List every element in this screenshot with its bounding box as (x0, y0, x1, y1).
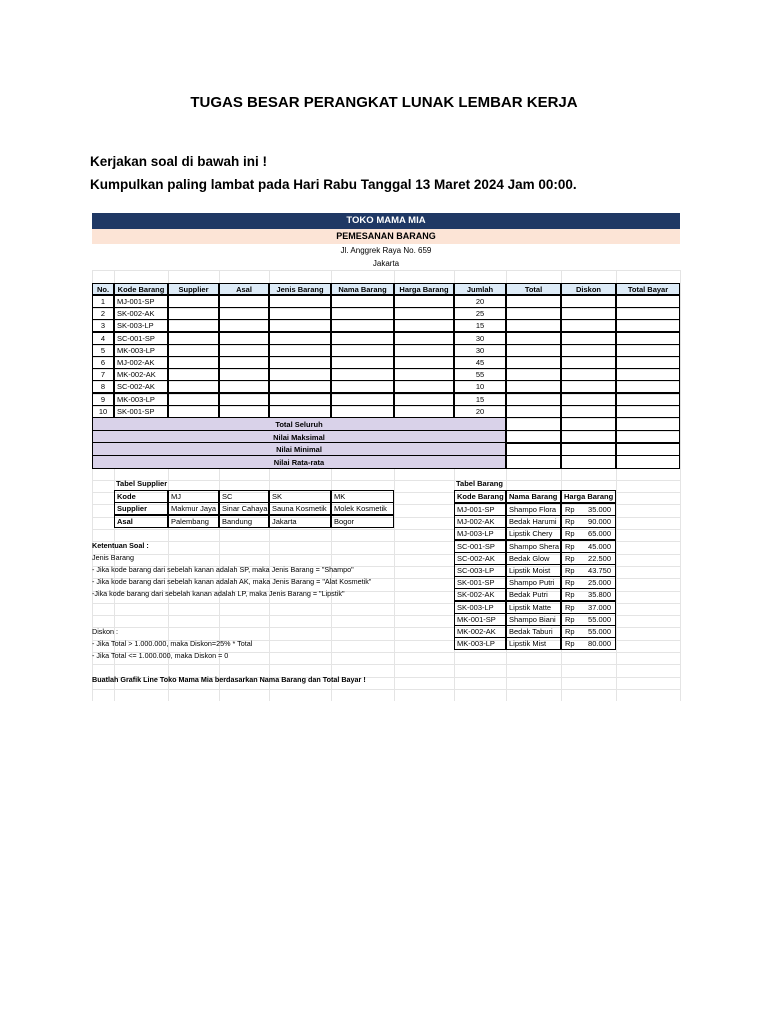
summary-label-cell: Nilai Rata-rata (92, 455, 506, 469)
jenis-rule-lp: -Jika kode barang dari sebelah kanan adalah LP, maka Jenis Barang = "Lipstik" (92, 589, 345, 598)
currency-label: Rp (565, 590, 575, 599)
order-jumlah: 45 (454, 356, 506, 369)
orders-header-cell: Total (506, 283, 561, 295)
barang-kode: MJ-001-SP (454, 503, 506, 516)
order-number: 9 (92, 393, 114, 406)
orders-cell-empty (269, 380, 331, 393)
order-kode-barang: MK-002-AK (114, 368, 168, 381)
chart-task-instruction: Buatlah Grafik Line Toko Mama Mia berdasarkan Nama Barang dan Total Bayar ! (92, 675, 366, 684)
gridline-horizontal (92, 689, 680, 690)
barang-harga: 37.000 (588, 603, 611, 612)
jenis-title: Jenis Barang (92, 553, 134, 562)
summary-label-cell: Nilai Minimal (92, 442, 506, 456)
order-number: 1 (92, 295, 114, 308)
supplier-cell: Molek Kosmetik (331, 502, 394, 515)
supplier-cell: SC (219, 490, 269, 503)
currency-label: Rp (565, 505, 575, 514)
summary-value-cell (616, 417, 680, 431)
orders-cell-empty (506, 319, 561, 332)
order-kode-barang: SK-001-SP (114, 405, 168, 418)
barang-kode: SC-001-SP (454, 540, 506, 553)
barang-harga: 45.000 (588, 542, 611, 551)
orders-cell-empty (168, 380, 219, 393)
barang-header-cell: Harga Barang (561, 490, 616, 503)
jenis-rule-sp: - Jika kode barang dari sebelah kanan adalah SP, maka Jenis Barang = "Shampo" (92, 565, 354, 574)
supplier-row-label: Supplier (114, 502, 168, 515)
supplier-cell: Jakarta (269, 515, 331, 528)
barang-kode: SC-003-LP (454, 564, 506, 577)
barang-nama: Shampo Shera (506, 540, 561, 553)
barang-table-title: Tabel Barang (456, 479, 503, 488)
orders-cell-empty (394, 319, 454, 332)
currency-label: Rp (565, 529, 575, 538)
order-jumlah: 15 (454, 393, 506, 406)
orders-cell-empty (616, 319, 680, 332)
barang-kode: SK-002-AK (454, 588, 506, 601)
gridline-horizontal (92, 664, 680, 665)
orders-cell-empty (561, 319, 616, 332)
summary-value-cell (616, 442, 680, 456)
orders-header-cell: Supplier (168, 283, 219, 295)
summary-value-cell (561, 455, 616, 469)
orders-cell-empty (219, 319, 269, 332)
supplier-cell: SK (269, 490, 331, 503)
order-kode-barang: SK-003-LP (114, 319, 168, 332)
barang-nama: Lipstik Chery (506, 527, 561, 540)
barang-kode: MJ-003-LP (454, 527, 506, 540)
currency-label: Rp (565, 578, 575, 587)
order-number: 3 (92, 319, 114, 332)
order-number: 10 (92, 405, 114, 418)
summary-value-cell (506, 455, 561, 469)
barang-kode: MJ-002-AK (454, 515, 506, 528)
order-number: 2 (92, 307, 114, 320)
order-number: 8 (92, 380, 114, 393)
barang-harga: 35.800 (588, 590, 611, 599)
diskon-rule-above: - Jika Total > 1.000.000, maka Diskon=25% * Total (92, 639, 253, 648)
barang-nama: Shampo Putri (506, 576, 561, 589)
currency-label: Rp (565, 566, 575, 575)
orders-cell-empty (331, 380, 394, 393)
summary-value-cell (506, 417, 561, 431)
order-kode-barang: MJ-002-AK (114, 356, 168, 369)
supplier-cell: Makmur Jaya (168, 502, 219, 515)
order-jumlah: 30 (454, 332, 506, 345)
supplier-cell: Bogor (331, 515, 394, 528)
order-number: 6 (92, 356, 114, 369)
supplier-cell: MK (331, 490, 394, 503)
supplier-row-label: Asal (114, 515, 168, 528)
barang-harga: 90.000 (588, 517, 611, 526)
jenis-rule-ak: - Jika kode barang dari sebelah kanan adalah AK, maka Jenis Barang = "Alat Kosmetik" (92, 577, 372, 586)
orders-header-cell: Asal (219, 283, 269, 295)
orders-header-cell: Diskon (561, 283, 616, 295)
document-title: TUGAS BESAR PERANGKAT LUNAK LEMBAR KERJA (190, 94, 578, 111)
order-jumlah: 20 (454, 295, 506, 308)
orders-header-cell: No. (92, 283, 114, 295)
order-jumlah: 10 (454, 380, 506, 393)
gridline-horizontal (92, 270, 680, 271)
barang-harga: 55.000 (588, 627, 611, 636)
barang-harga-cell (561, 588, 616, 601)
barang-header-cell: Nama Barang (506, 490, 561, 503)
ketentuan-title: Ketentuan Soal : (92, 541, 149, 550)
order-number: 5 (92, 344, 114, 357)
barang-header-cell: Kode Barang (454, 490, 506, 503)
currency-label: Rp (565, 615, 575, 624)
supplier-cell: Sinar Cahaya (219, 502, 269, 515)
barang-nama: Bedak Putri (506, 588, 561, 601)
gridline-vertical (680, 270, 681, 701)
orders-cell-empty (331, 319, 394, 332)
store-address: Jl. Anggrek Raya No. 659 (340, 246, 432, 255)
barang-nama: Lipstik Matte (506, 601, 561, 614)
order-jumlah: 55 (454, 368, 506, 381)
summary-label-cell: Nilai Maksimal (92, 430, 506, 444)
order-kode-barang: SK-002-AK (114, 307, 168, 320)
supplier-row-label: Kode (114, 490, 168, 503)
orders-header-cell: Harga Barang (394, 283, 454, 295)
supplier-cell: Sauna Kosmetik (269, 502, 331, 515)
barang-nama: Bedak Glow (506, 552, 561, 565)
order-number: 4 (92, 332, 114, 345)
orders-header-cell: Kode Barang (114, 283, 168, 295)
order-jumlah: 20 (454, 405, 506, 418)
order-kode-barang: SC-001-SP (114, 332, 168, 345)
order-jumlah: 30 (454, 344, 506, 357)
instruction-line-1: Kerjakan soal di bawah ini ! (90, 154, 268, 169)
barang-harga-cell (561, 637, 616, 650)
order-subtitle-banner: PEMESANAN BARANG (92, 229, 680, 244)
currency-label: Rp (565, 603, 575, 612)
orders-cell-empty (616, 380, 680, 393)
barang-nama: Shampo Biani (506, 613, 561, 626)
barang-harga: 43.750 (588, 566, 611, 575)
supplier-cell: Palembang (168, 515, 219, 528)
barang-harga: 22.500 (588, 554, 611, 563)
order-jumlah: 15 (454, 319, 506, 332)
barang-kode: MK-001-SP (454, 613, 506, 626)
currency-label: Rp (565, 554, 575, 563)
barang-nama: Lipstik Moist (506, 564, 561, 577)
orders-cell-empty (506, 380, 561, 393)
supplier-cell: Bandung (219, 515, 269, 528)
barang-harga-cell (561, 527, 616, 540)
orders-cell-empty (269, 319, 331, 332)
orders-cell-empty (561, 380, 616, 393)
orders-header-cell: Jenis Barang (269, 283, 331, 295)
barang-kode: SK-001-SP (454, 576, 506, 589)
instruction-line-2: Kumpulkan paling lambat pada Hari Rabu Tanggal 13 Maret 2024 Jam 00:00. (90, 177, 577, 192)
currency-label: Rp (565, 627, 575, 636)
supplier-table-title: Tabel Supplier (116, 479, 168, 488)
supplier-cell: MJ (168, 490, 219, 503)
summary-label-cell: Total Seluruh (92, 417, 506, 431)
order-number: 7 (92, 368, 114, 381)
barang-kode: MK-002-AK (454, 625, 506, 638)
barang-nama: Shampo Flora (506, 503, 561, 516)
barang-nama: Bedak Taburi (506, 625, 561, 638)
summary-value-cell (561, 417, 616, 431)
order-kode-barang: MJ-001-SP (114, 295, 168, 308)
barang-kode: SK-003-LP (454, 601, 506, 614)
summary-value-cell (506, 442, 561, 456)
summary-value-cell (616, 455, 680, 469)
barang-harga: 55.000 (588, 615, 611, 624)
barang-harga: 65.000 (588, 529, 611, 538)
orders-header-cell: Total Bayar (616, 283, 680, 295)
barang-kode: MK-003-LP (454, 637, 506, 650)
orders-cell-empty (168, 319, 219, 332)
order-kode-barang: MK-003-LP (114, 344, 168, 357)
order-kode-barang: MK-003-LP (114, 393, 168, 406)
diskon-title: Diskon : (92, 627, 118, 636)
order-jumlah: 25 (454, 307, 506, 320)
orders-header-cell: Jumlah (454, 283, 506, 295)
currency-label: Rp (565, 517, 575, 526)
barang-harga: 80.000 (588, 639, 611, 648)
barang-nama: Bedak Harumi (506, 515, 561, 528)
orders-header-cell: Nama Barang (331, 283, 394, 295)
store-name-banner: TOKO MAMA MIA (92, 213, 680, 229)
store-city: Jakarta (372, 259, 400, 268)
barang-harga: 25.000 (588, 578, 611, 587)
orders-cell-empty (394, 380, 454, 393)
diskon-rule-below: - Jika Total <= 1.000.000, maka Diskon = 0 (92, 651, 229, 660)
summary-value-cell (561, 442, 616, 456)
currency-label: Rp (565, 542, 575, 551)
barang-kode: SC-002-AK (454, 552, 506, 565)
orders-cell-empty (219, 380, 269, 393)
barang-nama: Lipstik Mist (506, 637, 561, 650)
barang-harga: 35.000 (588, 505, 611, 514)
order-kode-barang: SC-002-AK (114, 380, 168, 393)
currency-label: Rp (565, 639, 575, 648)
